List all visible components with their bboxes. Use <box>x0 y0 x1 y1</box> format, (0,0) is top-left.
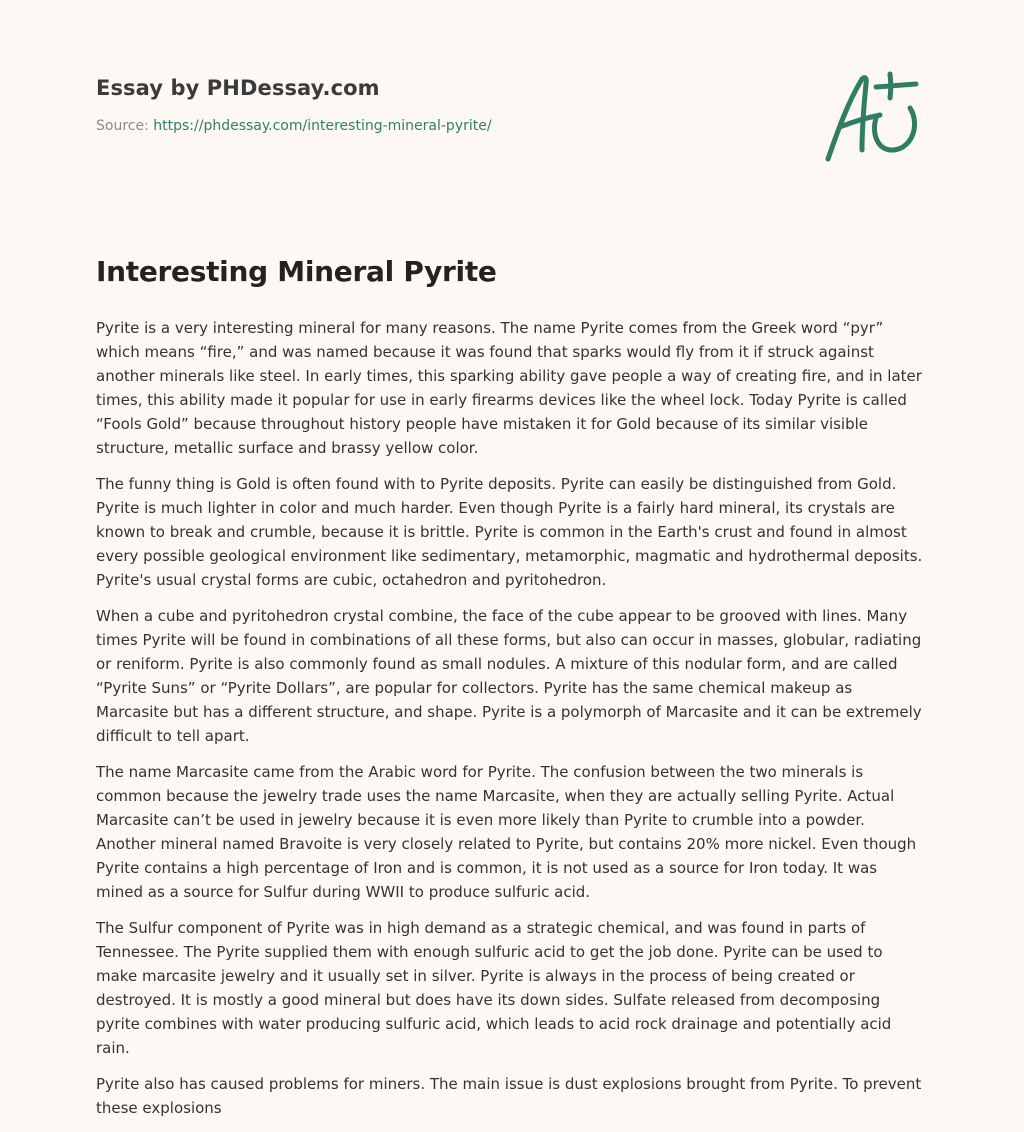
source-line <box>96 118 696 134</box>
site-brand: Essay by PHDessay.com <box>96 76 380 100</box>
essay-body <box>96 316 926 1132</box>
document-header <box>96 76 696 134</box>
a-plus-logo-icon <box>818 66 930 166</box>
source-label: Source: <box>96 118 149 134</box>
essay-paragraph: When a cube and pyritohedron crystal combine, the face of the cube appear to be grooved with lines. Many times Pyrite will be found in combinations of all these forms, but also can occur in masses, globular, radiating or reniform. Pyrite is also commonly found as small nodules. A mixture of this nodular form, and are called “Pyrite Suns” or “Pyrite Dollars”, are popular for collectors. Pyrite has the same chemical makeup as Marcasite but has a different structure, and shape. Pyrite is a polymorph of Marcasite and it can be extremely difficult to tell apart. <box>96 607 922 745</box>
essay-title: Interesting Mineral Pyrite <box>96 255 497 288</box>
essay-paragraph: Pyrite is a very interesting mineral for many reasons. The name Pyrite comes from the Greek word “pyr” which means “fire,” and was named because it was found that sparks would fly from it if struck against another minerals like steel. In early times, this sparking ability gave people a way of creating fire, and in later times, this ability made it popular for use in early firearms devices like the wheel lock. Today Pyrite is called “Fools Gold” because throughout history people have mistaken it for Gold because of its similar visible structure, metallic surface and brassy yellow color. <box>96 319 922 457</box>
essay-paragraph: The Sulfur component of Pyrite was in high demand as a strategic chemical, and was found in parts of Tennessee. The Pyrite supplied them with enough sulfuric acid to get the job done. Pyrite can be used to make marcasite jewelry and it usually set in silver. Pyrite is always in the process of being created or destroyed. It is mostly a good mineral but does have its down sides. Sulfate released from decomposing pyrite combines with water producing sulfuric acid, which leads to acid rock drainage and potentially acid rain. <box>96 919 892 1057</box>
source-link[interactable]: https://phdessay.com/interesting-mineral-pyrite/ <box>153 118 492 134</box>
essay-paragraph: The name Marcasite came from the Arabic word for Pyrite. The confusion between the two minerals is common because the jewelry trade uses the name Marcasite, when they are actually selling Pyrite. Actual Marcasite can’t be used in jewelry because it is even more likely than Pyrite to crumble into a powder. Another mineral named Bravoite is very closely related to Pyrite, but contains 20% more nickel. Even though Pyrite contains a high percentage of Iron and is common, it is not used as a source for Iron today. It was mined as a source for Sulfur during WWII to produce sulfuric acid. <box>96 763 917 901</box>
essay-paragraph: The funny thing is Gold is often found with to Pyrite deposits. Pyrite can easily be distinguished from Gold. Pyrite is much lighter in color and much harder. Even though Pyrite is a fairly hard mineral, its crystals are known to break and crumble, because it is brittle. Pyrite is common in the Earth's crust and found in almost every possible geological environment like sedimentary, metamorphic, magmatic and hydrothermal deposits. Pyrite's usual crystal forms are cubic, octahedron and pyritohedron. <box>96 475 923 589</box>
essay-paragraph: Pyrite also has caused problems for miners. The main issue is dust explosions brought from Pyrite. To prevent these explosions <box>96 1075 922 1117</box>
